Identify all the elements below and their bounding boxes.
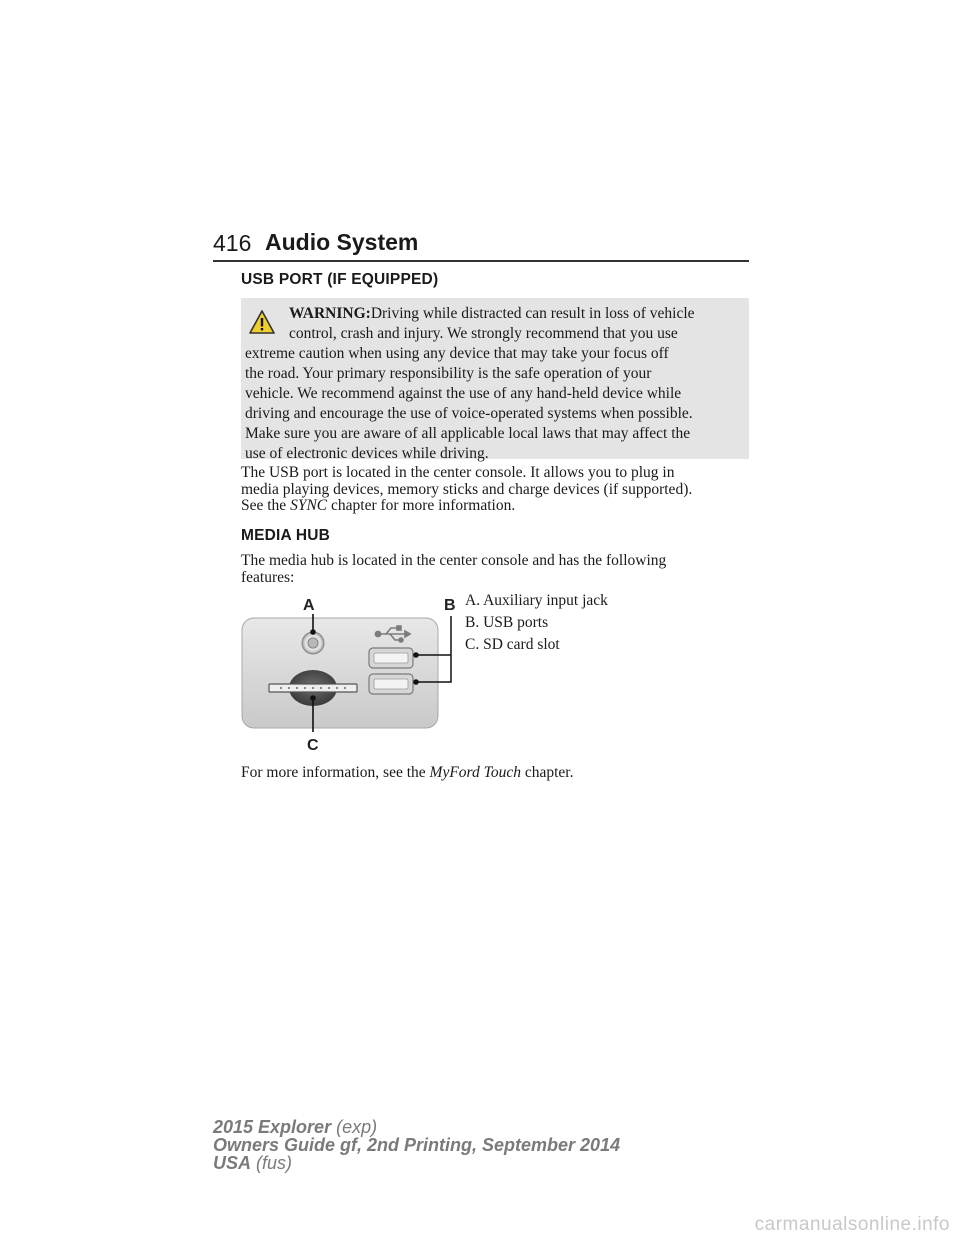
media-hub-illustration xyxy=(241,592,457,756)
warning-label: WARNING: xyxy=(289,305,371,322)
media-hub-paragraph xyxy=(241,553,751,586)
footer-region-code: (fus) xyxy=(251,1153,293,1173)
usb-port-upper xyxy=(369,648,413,668)
warning-line: Driving while distracted can result in loss of vehicle xyxy=(370,305,695,322)
legend-sd-card: C. SD card slot xyxy=(465,636,560,653)
myford-touch-reference: MyFord Touch xyxy=(429,764,521,781)
warning-line: control, crash and injury. We strongly recommend that you use xyxy=(289,325,678,342)
legend-aux-input: A. Auxiliary input jack xyxy=(465,592,608,609)
callout-a: A xyxy=(303,597,315,614)
page-header xyxy=(213,228,749,262)
footer-line xyxy=(213,1118,620,1136)
watermark-text: carmanualsonline.info xyxy=(754,1214,950,1235)
callout-b: B xyxy=(444,597,456,614)
footer-printing: Owners Guide gf, 2nd Printing, September 2014 xyxy=(213,1135,621,1155)
document-footer xyxy=(213,1118,620,1172)
text-fragment: For more information, see the xyxy=(241,764,430,781)
warning-line: the road. Your primary responsibility is the safe operation of your xyxy=(245,365,652,382)
paragraph-line: features: xyxy=(241,568,295,586)
page-number: 416 xyxy=(213,230,252,256)
text-fragment: See the xyxy=(241,497,291,514)
usb-port-heading: USB PORT (IF EQUIPPED) xyxy=(241,271,439,288)
paragraph-line: The media hub is located in the center console and has the following xyxy=(241,552,667,569)
warning-box xyxy=(241,298,749,462)
footer-model-code: (exp) xyxy=(331,1117,378,1137)
warning-triangle-icon xyxy=(249,310,275,334)
text-fragment: chapter. xyxy=(520,764,574,781)
paragraph-line: The USB port is located in the center console. It allows you to plug in xyxy=(241,464,675,481)
chapter-title: Audio System xyxy=(265,229,419,255)
aux-input-jack xyxy=(302,632,324,654)
more-info-line xyxy=(241,764,573,782)
warning-line: driving and encourage the use of voice-operated systems when possible. xyxy=(245,405,693,422)
usb-port-lower xyxy=(369,674,413,694)
media-hub-heading: MEDIA HUB xyxy=(241,527,331,544)
text-fragment: chapter for more information. xyxy=(327,497,516,514)
usb-port-paragraph xyxy=(241,465,751,515)
warning-line: extreme caution when using any device that may take your focus off xyxy=(245,345,669,362)
footer-line xyxy=(213,1154,620,1172)
callout-c: C xyxy=(307,737,319,754)
paragraph-line xyxy=(241,498,751,515)
warning-line: vehicle. We recommend against the use of any hand-held device while xyxy=(245,385,682,402)
footer-model: 2015 Explorer xyxy=(213,1117,332,1137)
header-divider xyxy=(213,260,749,262)
sync-chapter-reference: SYNC xyxy=(290,497,328,514)
footer-region: USA xyxy=(213,1153,252,1173)
warning-line: Make sure you are aware of all applicable local laws that may affect the xyxy=(245,425,691,442)
legend-usb-ports: B. USB ports xyxy=(465,614,549,631)
warning-line: use of electronic devices while driving. xyxy=(245,445,489,462)
paragraph-line: media playing devices, memory sticks and charge devices (if supported). xyxy=(241,480,693,498)
